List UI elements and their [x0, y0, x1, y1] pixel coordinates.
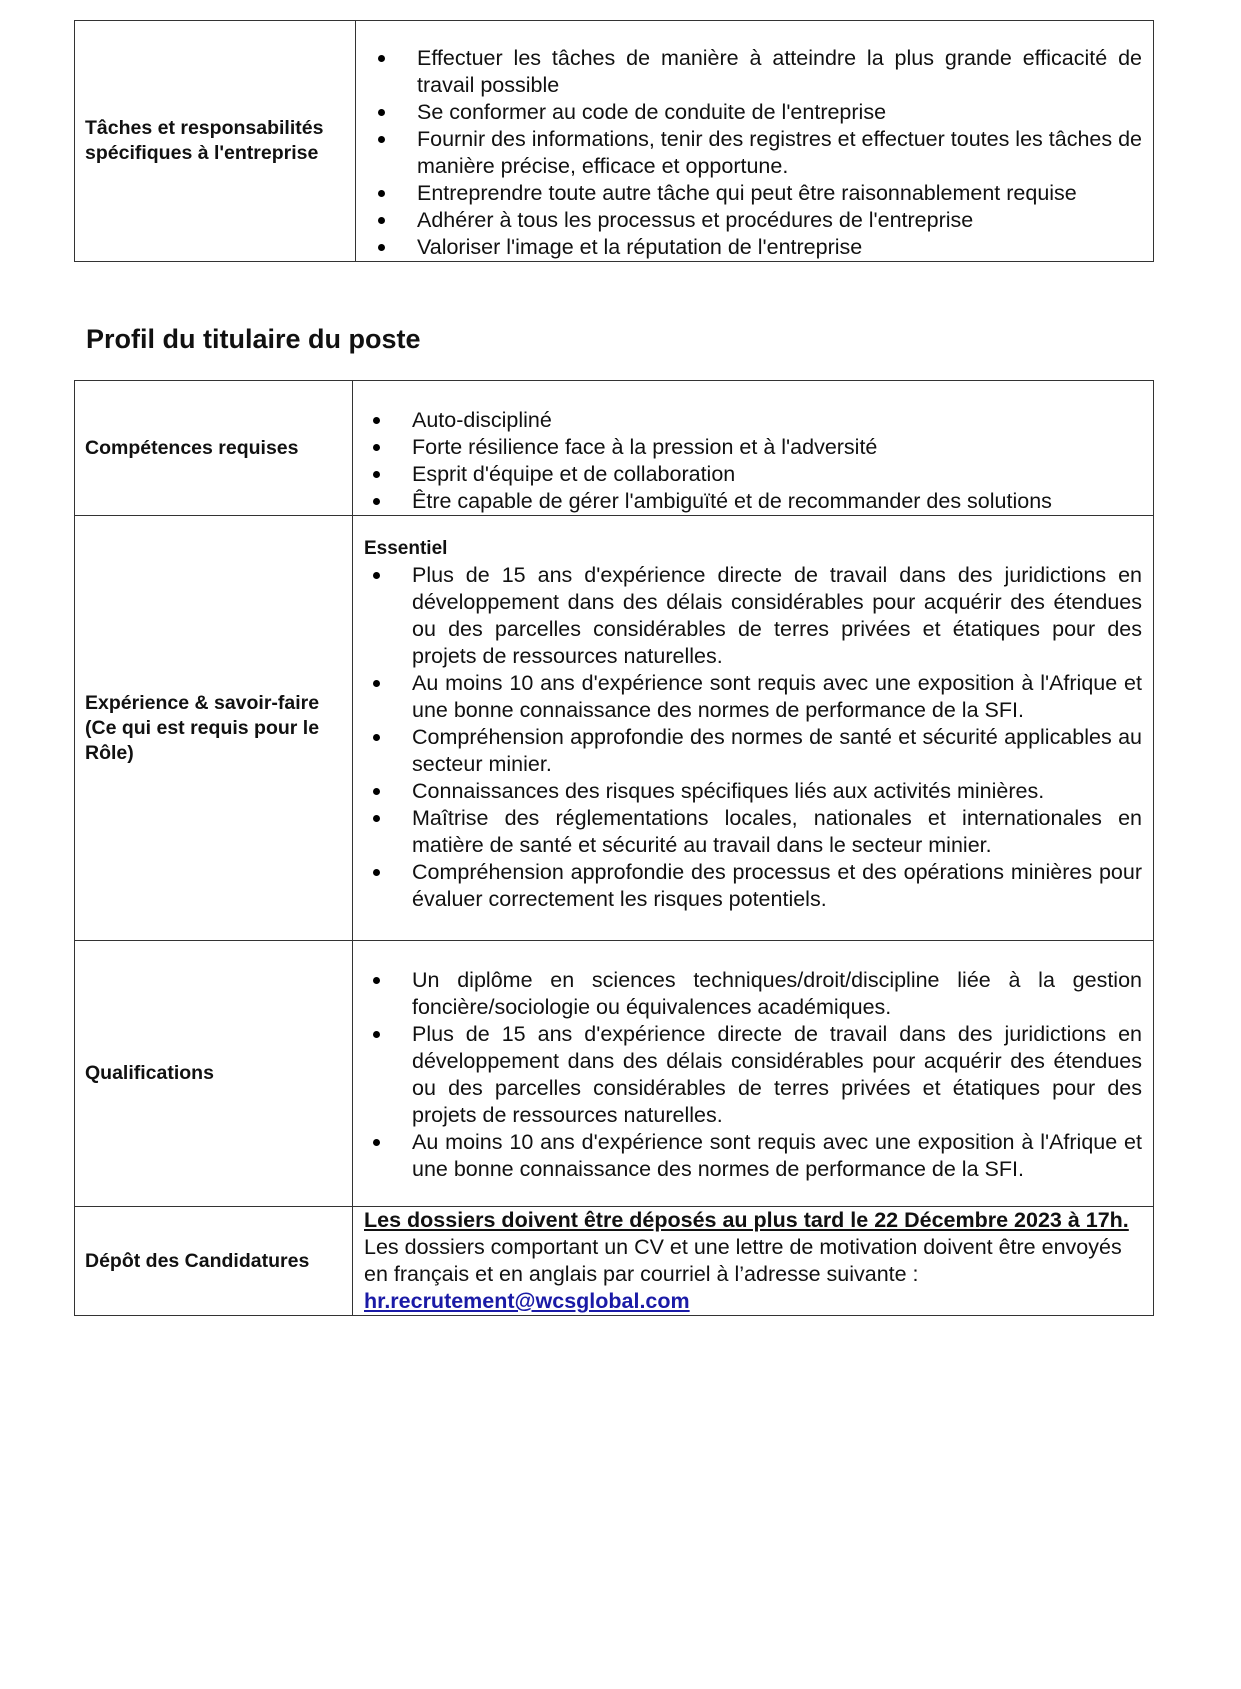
list-item: Connaissances des risques spécifiques liés aux activités minières. [353, 778, 1153, 805]
list-item: Maîtrise des réglementations locales, nationales et internationales en matière de santé et sécurité au travail dans le secteur minier. [353, 805, 1153, 859]
list-item: Entreprendre toute autre tâche qui peut être raisonnablement requise [356, 180, 1153, 207]
section-title: Profil du titulaire du poste [86, 324, 421, 354]
row-label-taches: Tâches et responsabilités spécifiques à l'entreprise [75, 21, 356, 262]
deadline-text: Les dossiers doivent être déposés au plus tard le 22 Décembre 2023 à 17h. [364, 1208, 1129, 1232]
row-content-taches [356, 21, 1154, 262]
list-item: Valoriser l'image et la réputation de l'entreprise [356, 234, 1153, 261]
bullet-list [353, 407, 1153, 515]
row-content-competences [353, 381, 1154, 516]
table-row [75, 516, 1154, 941]
list-item: Au moins 10 ans d'expérience sont requis avec une exposition à l'Afrique et une bonne connaissance des normes de performance de la SFI. [353, 1129, 1153, 1183]
bullet-list [356, 45, 1153, 261]
table-row [75, 941, 1154, 1207]
responsibilities-table [74, 20, 1154, 262]
list-item: Plus de 15 ans d'expérience directe de travail dans des juridictions en développement dans des délais considérables pour acquérir des étendues ou des parcelles considérables de terres privées et étatiques pour des projets de ressources naturelles. [353, 1021, 1153, 1129]
profile-table [74, 380, 1154, 1316]
bullet-list [353, 562, 1153, 913]
subheading-essentiel: Essentiel [364, 538, 448, 559]
table-row [75, 21, 1154, 262]
row-label-experience: Expérience & savoir-faire (Ce qui est requis pour le Rôle) [75, 516, 353, 941]
list-item: Forte résilience face à la pression et à l'adversité [353, 434, 1153, 461]
row-label-qualifications: Qualifications [75, 941, 353, 1207]
row-content-qualifications [353, 941, 1154, 1207]
table-row [75, 1207, 1154, 1316]
list-item: Fournir des informations, tenir des registres et effectuer toutes les tâches de manière précise, efficace et opportune. [356, 126, 1153, 180]
list-item: Compréhension approfondie des normes de santé et sécurité applicables au secteur minier. [353, 724, 1153, 778]
list-item: Au moins 10 ans d'expérience sont requis avec une exposition à l'Afrique et une bonne connaissance des normes de performance de la SFI. [353, 670, 1153, 724]
list-item: Esprit d'équipe et de collaboration [353, 461, 1153, 488]
list-item: Un diplôme en sciences techniques/droit/discipline liée à la gestion foncière/sociologie ou équivalences académiques. [353, 967, 1153, 1021]
row-content-experience [353, 516, 1154, 941]
application-instructions [353, 1207, 1153, 1315]
row-label-competences: Compétences requises [75, 381, 353, 516]
email-link[interactable]: hr.recrutement@wcsglobal.com [364, 1289, 690, 1313]
list-item: Être capable de gérer l'ambiguïté et de recommander des solutions [353, 488, 1153, 515]
list-item: Adhérer à tous les processus et procédures de l'entreprise [356, 207, 1153, 234]
table-row [75, 381, 1154, 516]
list-item: Se conformer au code de conduite de l'entreprise [356, 99, 1153, 126]
list-item: Auto-discipliné [353, 407, 1153, 434]
list-item: Effectuer les tâches de manière à atteindre la plus grande efficacité de travail possible [356, 45, 1153, 99]
row-label-depot: Dépôt des Candidatures [75, 1207, 353, 1316]
list-item: Compréhension approfondie des processus et des opérations minières pour évaluer correctement les risques potentiels. [353, 859, 1153, 913]
list-item: Plus de 15 ans d'expérience directe de travail dans des juridictions en développement dans des délais considérables pour acquérir des étendues ou des parcelles considérables de terres privées et étatiques pour des projets de ressources naturelles. [353, 562, 1153, 670]
bullet-list [353, 967, 1153, 1183]
instructions-text: Les dossiers comportant un CV et une lettre de motivation doivent être envoyés en français et en anglais par courriel à l’adresse suivante : [364, 1235, 1122, 1286]
row-content-depot [353, 1207, 1154, 1316]
